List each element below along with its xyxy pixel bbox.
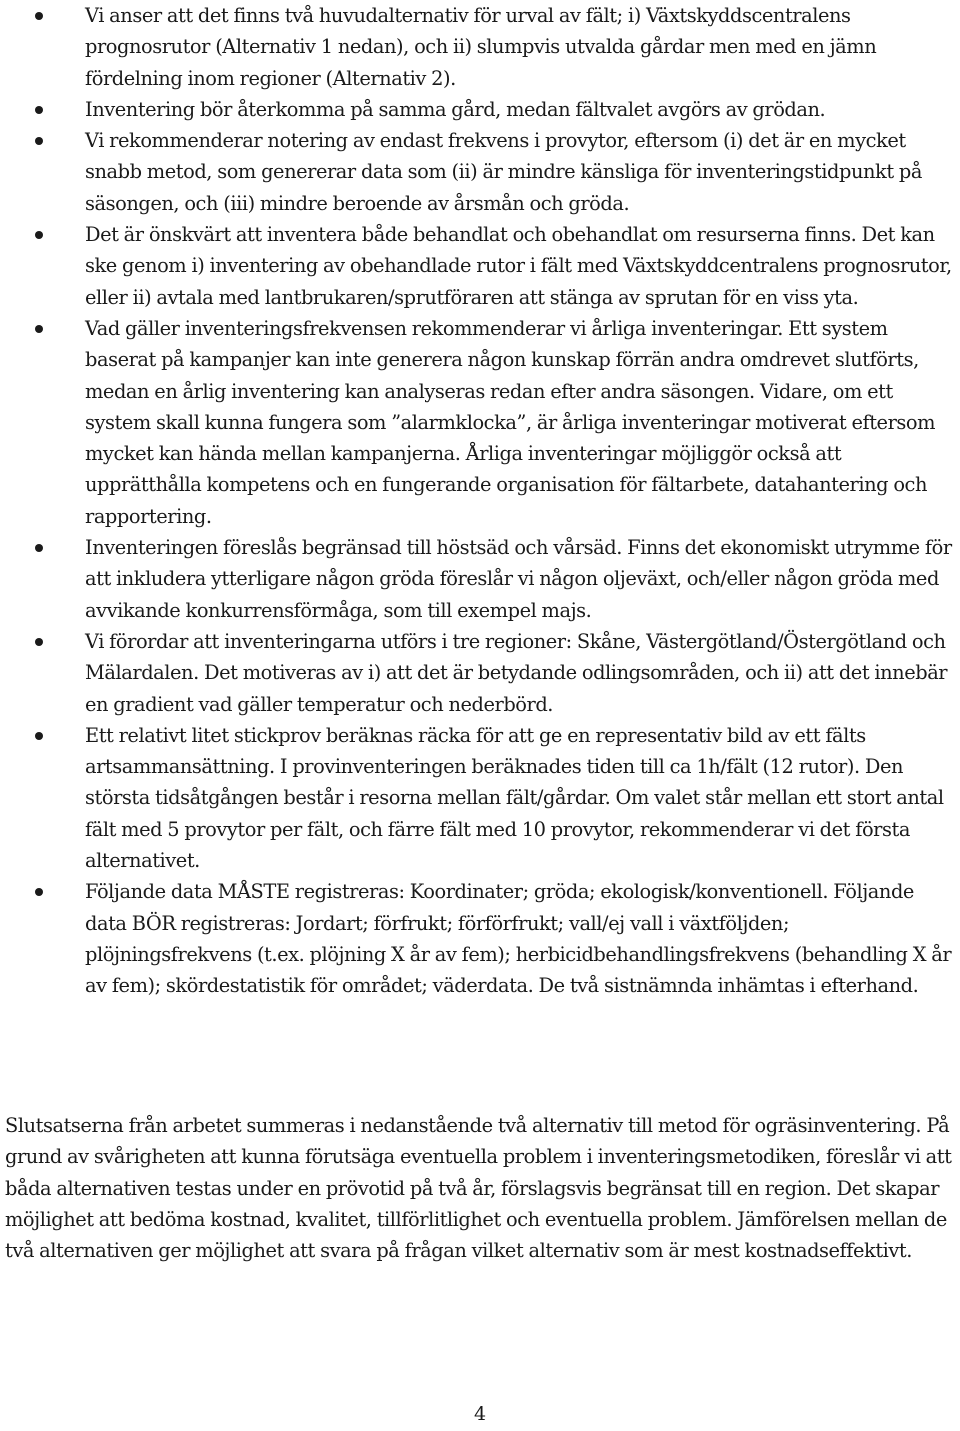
list-item [0,0,960,94]
bullet-icon [35,106,43,114]
bullet-icon [35,12,43,20]
conclusion-paragraph: Slutsatserna från arbetet summeras i nedanstående två alternativ till metod för ogräsinventering. På grund av svårigheten att kunna förutsäga eventuella problem i inventeringsmetodiken, föreslår vi att båda alternativen testas under en prövotid på två år, förslagsvis begränsat till en region. Det skapar möjlighet att bedöma kostnad, kvalitet, tillförlitlighet och eventuella problem. Jämförelsen mellan de två alternativen ger möjlighet att svara på frågan vilket alternativ som är mest kostnadseffektivt. [5,1114,952,1263]
list-item-text: Vi rekommenderar notering av endast frekvens i provytor, eftersom (i) det är en mycket snabb metod, som genererar data som (ii) är mindre känsliga för inventeringstidpunkt på säsongen, och (iii) mindre beroende av årsmån och gröda. [85,129,922,215]
list-item-text: Ett relativt litet stickprov beräknas räcka för att ge en representativ bild av ett fälts artsammansättning. I provinventeringen beräknades tiden till ca 1h/fält (12 rutor). Den största tidsåtgången består i resorna mellan fält/gårdar. Om valet står mellan ett stort antal fält med 5 provytor per fält, och färre fält med 10 provytor, rekommenderar vi det första alternativet. [85,723,944,873]
list-item-text: Det är önskvärt att inventera både behandlat och obehandlat om resurserna finns. Det kan ske genom i) inventering av obehandlade rutor i fält med Växtskyddcentralens prognosrutor, eller ii) avtala med lantbrukaren/sprutföraren att stänga av sprutan för en viss yta. [85,223,952,309]
bullet-icon [35,231,43,239]
list-item [0,94,960,125]
bullet-icon [35,732,43,740]
list-item [0,626,960,720]
bullet-icon [35,888,43,896]
list-item-text: Inventeringen föreslås begränsad till höstsäd och vårsäd. Finns det ekonomiskt utrymme för att inkludera ytterligare någon gröda föreslår vi någon oljeväxt, och/eller någon gröda med avvikande konkurrensförmåga, som till exempel majs. [85,536,952,622]
bullet-icon [35,325,43,333]
page-number: 4 [473,1403,487,1425]
list-item-text: Följande data MÅSTE registreras: Koordinater; gröda; ekologisk/konventionell. Följande data BÖR registreras: Jordart; förfrukt; förförfrukt; vall/ej vall i växtföljden; plöjningsfrekvens (t.ex. plöjning X år av fem); herbicidbehandlingsfrekvens (behandling X år av fem); skördestatistik för området; väderdata. De två sistnämnda inhämtas i efterhand. [85,880,952,998]
list-item-text: Vi anser att det finns två huvudalternativ för urval av fält; i) Växtskyddscentralens prognosrutor (Alternativ 1 nedan), och ii) slumpvis utvalda gårdar men med en jämn fördelning inom regioner (Alternativ 2). [85,4,877,90]
list-item [0,720,960,876]
list-item [0,532,960,626]
list-item [0,876,960,1001]
bullet-icon [35,137,43,145]
list-item-text: Vi förordar att inventeringarna utförs i tre regioner: Skåne, Västergötland/Östergötland och Mälardalen. Det motiveras av i) att det är betydande odlingsområden, och ii) att det innebär en gradient vad gäller temperatur och nederbörd. [85,629,948,716]
list-item [0,125,960,219]
list-item [0,313,960,532]
bullet-icon [35,544,43,552]
bullet-icon [35,638,43,646]
list-item-text: Inventering bör återkomma på samma gård, medan fältvalet avgörs av grödan. [85,97,826,121]
list-item [0,219,960,313]
list-item-text: Vad gäller inventeringsfrekvensen rekommenderar vi årliga inventeringar. Ett system baserat på kampanjer kan inte generera någon kunskap förrän andra omdrevet slutförts, medan en årlig inventering kan analyseras redan efter andra säsongen. Vidare, om ett system skall kunna fungera som ”alarmklocka”, är årliga inventeringar motiverat eftersom mycket kan hända mellan kampanjerna. Årliga inventeringar möjliggör också att upprätthålla kompetens och en fungerande organisation för fältarbete, datahantering och rapportering. [85,316,936,528]
